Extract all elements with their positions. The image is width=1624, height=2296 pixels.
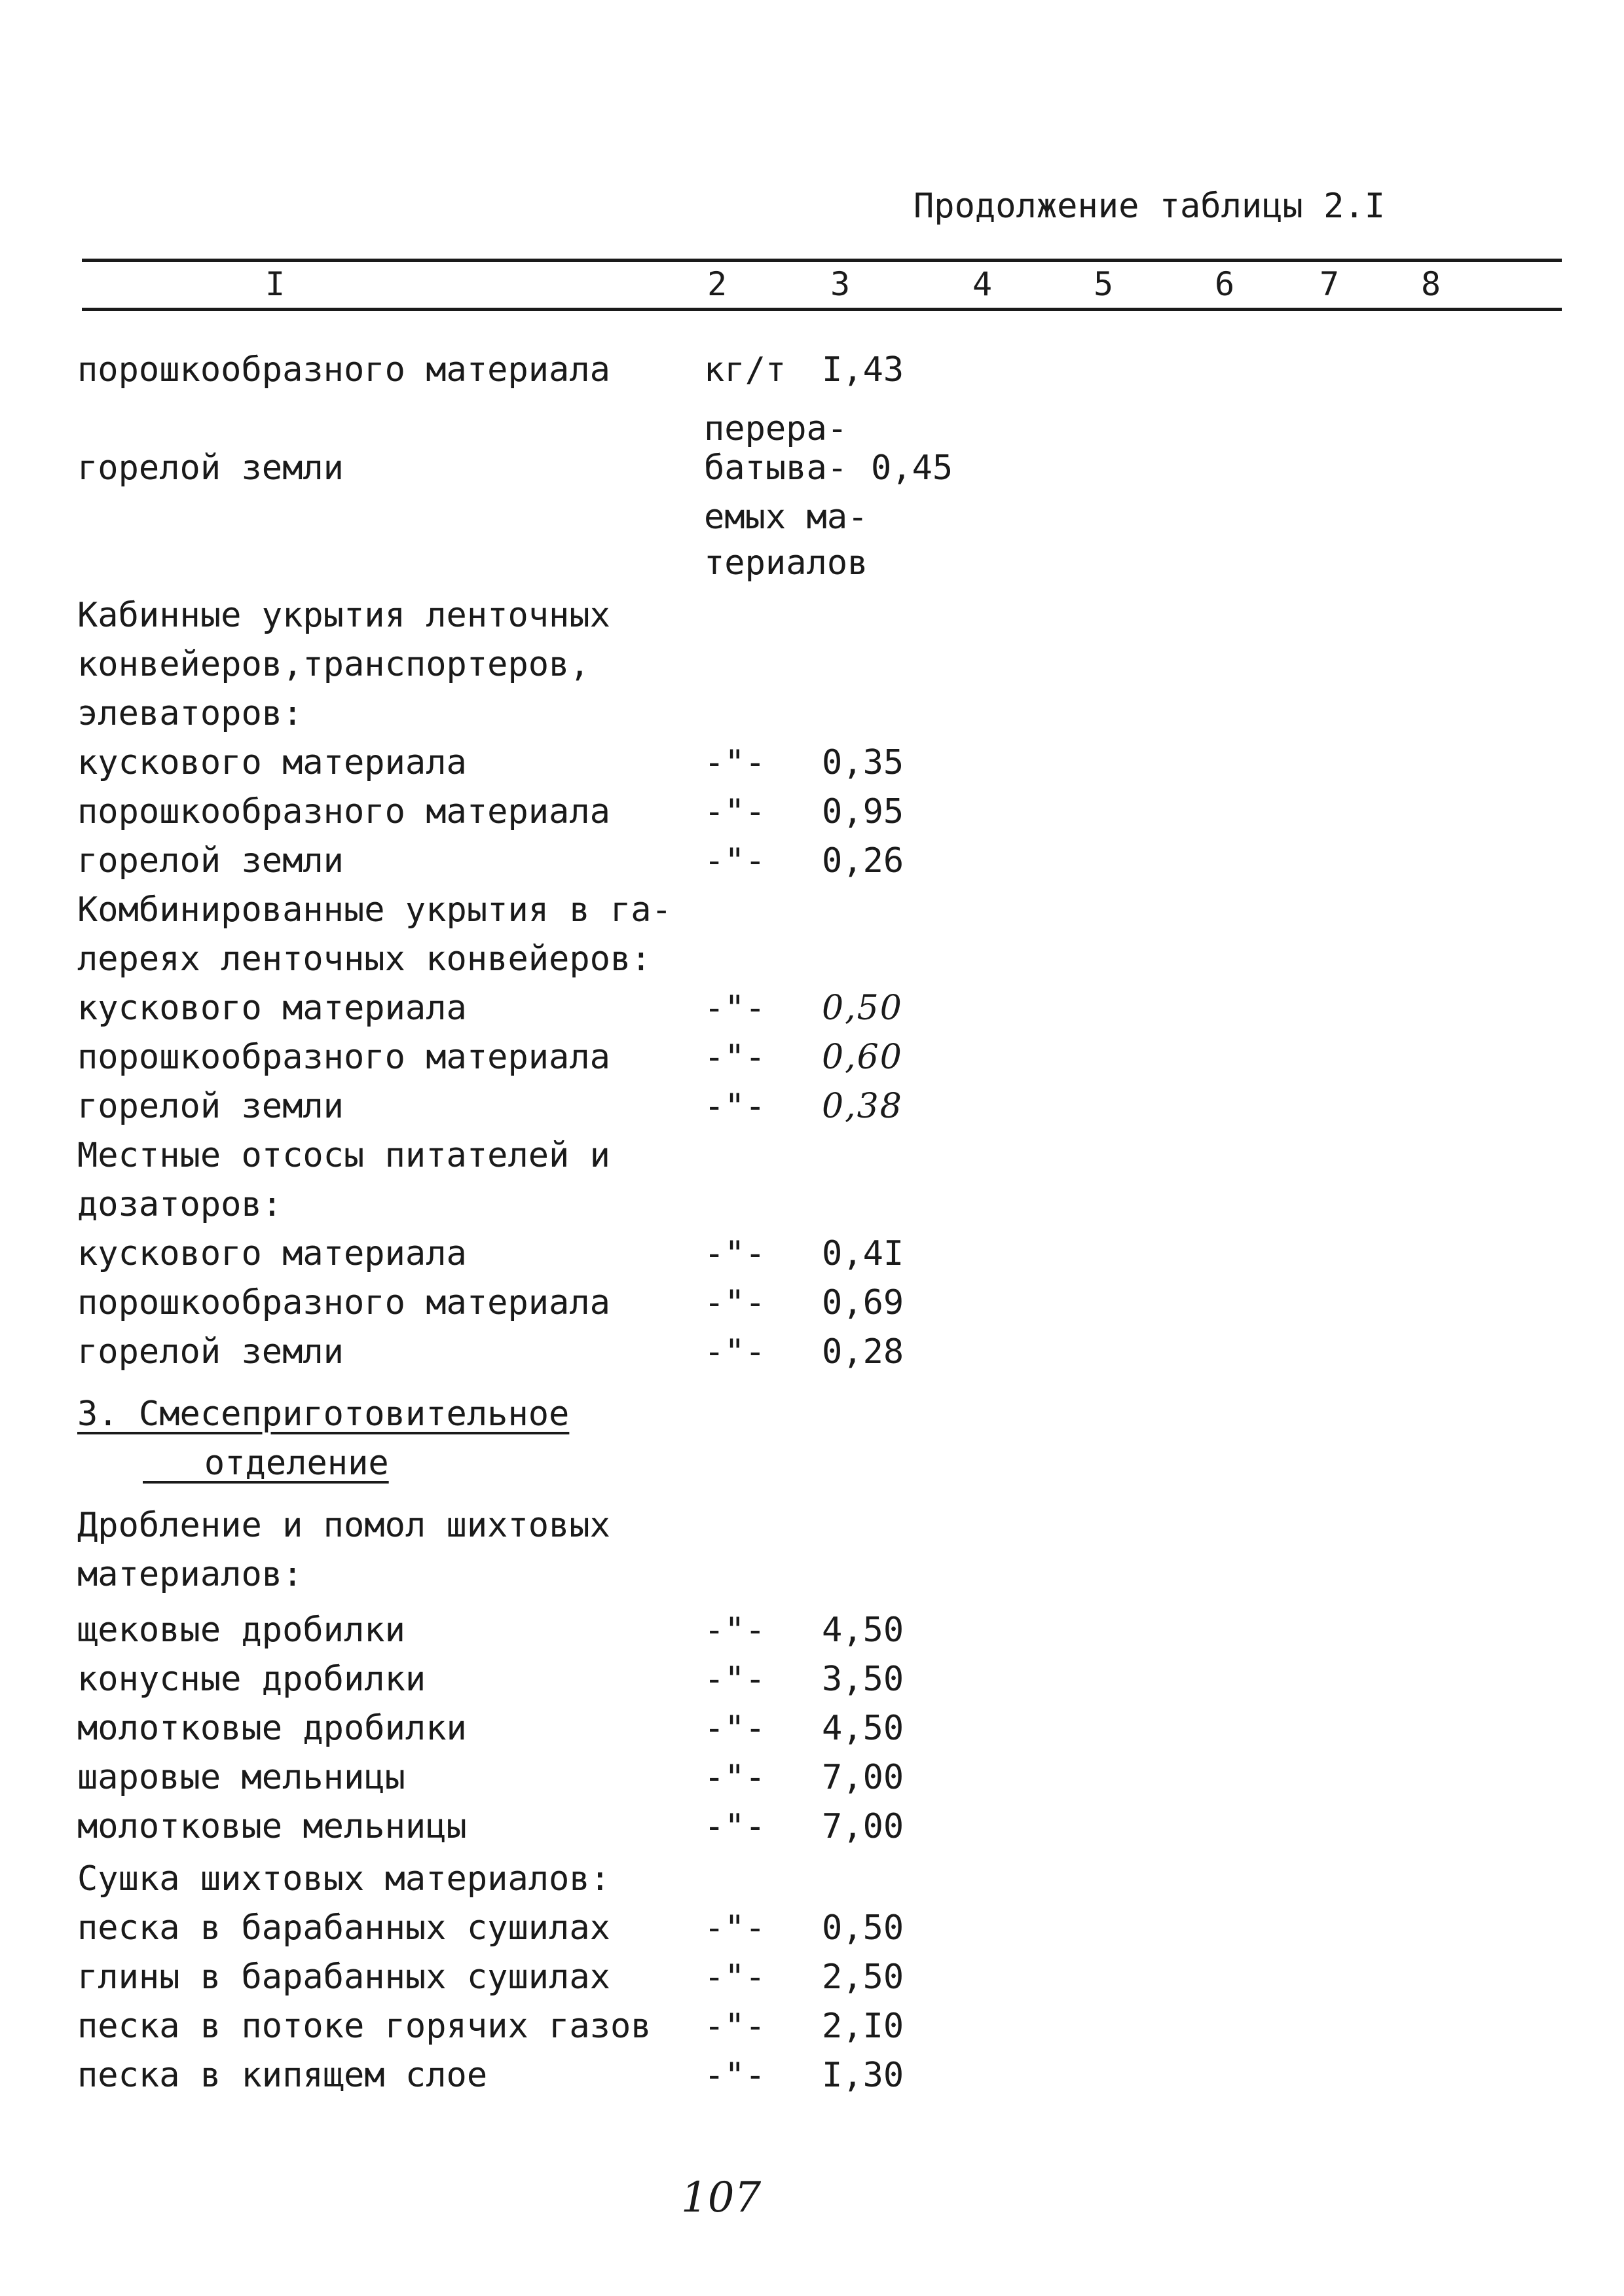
- row-label: кускового материала: [77, 1234, 467, 1273]
- row-value: 2,I0: [822, 2007, 904, 2046]
- table-row: [0, 1807, 1624, 1856]
- table-row: [0, 989, 1624, 1038]
- row-label: молотковые мельницы: [77, 1807, 467, 1846]
- header-cell-4: 4: [972, 265, 993, 303]
- row-label: шаровые мельницы: [77, 1758, 405, 1797]
- row-unit: -"-: [704, 1807, 766, 1846]
- table-row: [0, 1332, 1624, 1381]
- row-unit: -"-: [704, 792, 766, 831]
- row-unit: -"-: [704, 1234, 766, 1273]
- row-unit: -"-: [704, 1758, 766, 1797]
- table-row: [0, 448, 1624, 498]
- row-label: материалов:: [77, 1555, 303, 1594]
- table-row: [0, 1234, 1624, 1283]
- row-label: кускового материала: [77, 989, 467, 1028]
- row-label: элеваторов:: [77, 694, 303, 733]
- table-row: [0, 743, 1624, 792]
- row-label: Местные отсосы питателей и: [77, 1136, 610, 1175]
- table-row: [0, 350, 1624, 399]
- row-value: 3,50: [822, 1660, 904, 1699]
- table-row: [0, 1394, 1624, 1444]
- row-label: песка в кипящем слое: [77, 2056, 488, 2095]
- row-value: 0,50: [822, 1908, 904, 1948]
- table-row: [0, 1660, 1624, 1709]
- table-row: [0, 1506, 1624, 1555]
- table-row: [0, 1908, 1624, 1958]
- table-row: [0, 890, 1624, 939]
- row-value: 0,4I: [822, 1234, 904, 1273]
- row-label: конвейеров,транспортеров,: [77, 645, 590, 684]
- table-row: [0, 1283, 1624, 1332]
- row-value: 2,50: [822, 1958, 904, 1997]
- table-row: [0, 498, 1624, 547]
- table-row: [0, 1709, 1624, 1758]
- row-label: порошкообразного материала: [77, 350, 610, 390]
- header-cell-5: 5: [1093, 265, 1114, 303]
- table-row: [0, 543, 1624, 592]
- row-label: щековые дробилки: [77, 1611, 405, 1650]
- row-value: 0,69: [822, 1283, 904, 1322]
- row-label: песка в барабанных сушилах: [77, 1908, 610, 1948]
- row-value: 0,38: [822, 1087, 903, 1126]
- row-value: 0,45: [871, 448, 953, 488]
- row-label: порошкообразного материала: [77, 1283, 610, 1322]
- row-label: лереях ленточных конвейеров:: [77, 939, 652, 979]
- table-row: [0, 1087, 1624, 1136]
- row-value: 0,60: [822, 1038, 903, 1077]
- row-value: 0,28: [822, 1332, 904, 1372]
- row-label: глины в барабанных сушилах: [77, 1958, 610, 1997]
- header-cell-7: 7: [1319, 265, 1340, 303]
- row-label: порошкообразного материала: [77, 1038, 610, 1077]
- row-unit: -"-: [704, 1958, 766, 1997]
- header-cell-2: 2: [707, 265, 728, 303]
- row-label: Сушка шихтовых материалов:: [77, 1859, 610, 1899]
- row-label: горелой земли: [77, 841, 344, 881]
- row-value: 7,00: [822, 1807, 904, 1846]
- table-row: [0, 694, 1624, 743]
- table-row: [0, 1185, 1624, 1234]
- row-label: молотковые дробилки: [77, 1709, 467, 1748]
- row-value: 4,50: [822, 1709, 904, 1748]
- table-caption: Продолжение таблицы 2.I: [913, 187, 1386, 226]
- table-row: [0, 2007, 1624, 2056]
- table-row: [0, 645, 1624, 694]
- row-label: Кабинные укрытия ленточных: [77, 596, 610, 635]
- table-row: [0, 1038, 1624, 1087]
- page-number: 107: [681, 2174, 762, 2222]
- row-unit: кг/т: [704, 350, 786, 390]
- row-label: горелой земли: [77, 448, 344, 488]
- row-unit: -"-: [704, 1283, 766, 1322]
- table-row: [0, 841, 1624, 890]
- row-label: 3. Смесеприготовительное: [77, 1394, 570, 1434]
- table-row: [0, 2056, 1624, 2105]
- header-cell-3: 3: [830, 265, 851, 303]
- row-unit: териалов: [704, 543, 868, 583]
- table-row: [0, 792, 1624, 841]
- header-cell-1: I: [265, 265, 286, 303]
- table-row: [0, 1611, 1624, 1660]
- row-value: I,30: [822, 2056, 904, 2095]
- row-unit: емых ма-: [704, 498, 868, 537]
- header-bottom-rule: [82, 308, 1562, 311]
- header-top-rule: [82, 259, 1562, 262]
- row-unit: -"-: [704, 841, 766, 881]
- row-value: 4,50: [822, 1611, 904, 1650]
- row-label: Комбинированные укрытия в га-: [77, 890, 672, 930]
- row-unit: -"-: [704, 1709, 766, 1748]
- row-value: 0,95: [822, 792, 904, 831]
- row-value: 0,50: [822, 989, 903, 1028]
- row-label: конусные дробилки: [77, 1660, 426, 1699]
- row-label: отделение: [143, 1444, 389, 1483]
- row-unit: -"-: [704, 743, 766, 782]
- row-label: порошкообразного материала: [77, 792, 610, 831]
- row-unit: -"-: [704, 2056, 766, 2095]
- row-value: I,43: [822, 350, 904, 390]
- row-unit: -"-: [704, 989, 766, 1028]
- row-unit: -"-: [704, 1611, 766, 1650]
- row-value: 0,26: [822, 841, 904, 881]
- row-label: горелой земли: [77, 1332, 344, 1372]
- row-label: Дробление и помол шихтовых: [77, 1506, 610, 1545]
- table-row: [0, 1444, 1624, 1493]
- row-unit: перера-: [704, 409, 848, 448]
- header-cell-6: 6: [1214, 265, 1235, 303]
- table-row: [0, 1136, 1624, 1185]
- row-label: горелой земли: [77, 1087, 344, 1126]
- row-unit: батыва-: [704, 448, 848, 488]
- table-row: [0, 1859, 1624, 1908]
- table-row: [0, 1758, 1624, 1807]
- row-value: 0,35: [822, 743, 904, 782]
- table-row: [0, 939, 1624, 989]
- table-row: [0, 596, 1624, 645]
- row-unit: -"-: [704, 1660, 766, 1699]
- header-cell-8: 8: [1420, 265, 1441, 303]
- row-unit: -"-: [704, 1087, 766, 1126]
- row-label: дозаторов:: [77, 1185, 283, 1224]
- table-row: [0, 1958, 1624, 2007]
- row-label: кускового материала: [77, 743, 467, 782]
- row-unit: -"-: [704, 1908, 766, 1948]
- row-unit: -"-: [704, 2007, 766, 2046]
- row-unit: -"-: [704, 1332, 766, 1372]
- row-value: 7,00: [822, 1758, 904, 1797]
- row-unit: -"-: [704, 1038, 766, 1077]
- table-row: [0, 1555, 1624, 1604]
- row-label: песка в потоке горячих газов: [77, 2007, 652, 2046]
